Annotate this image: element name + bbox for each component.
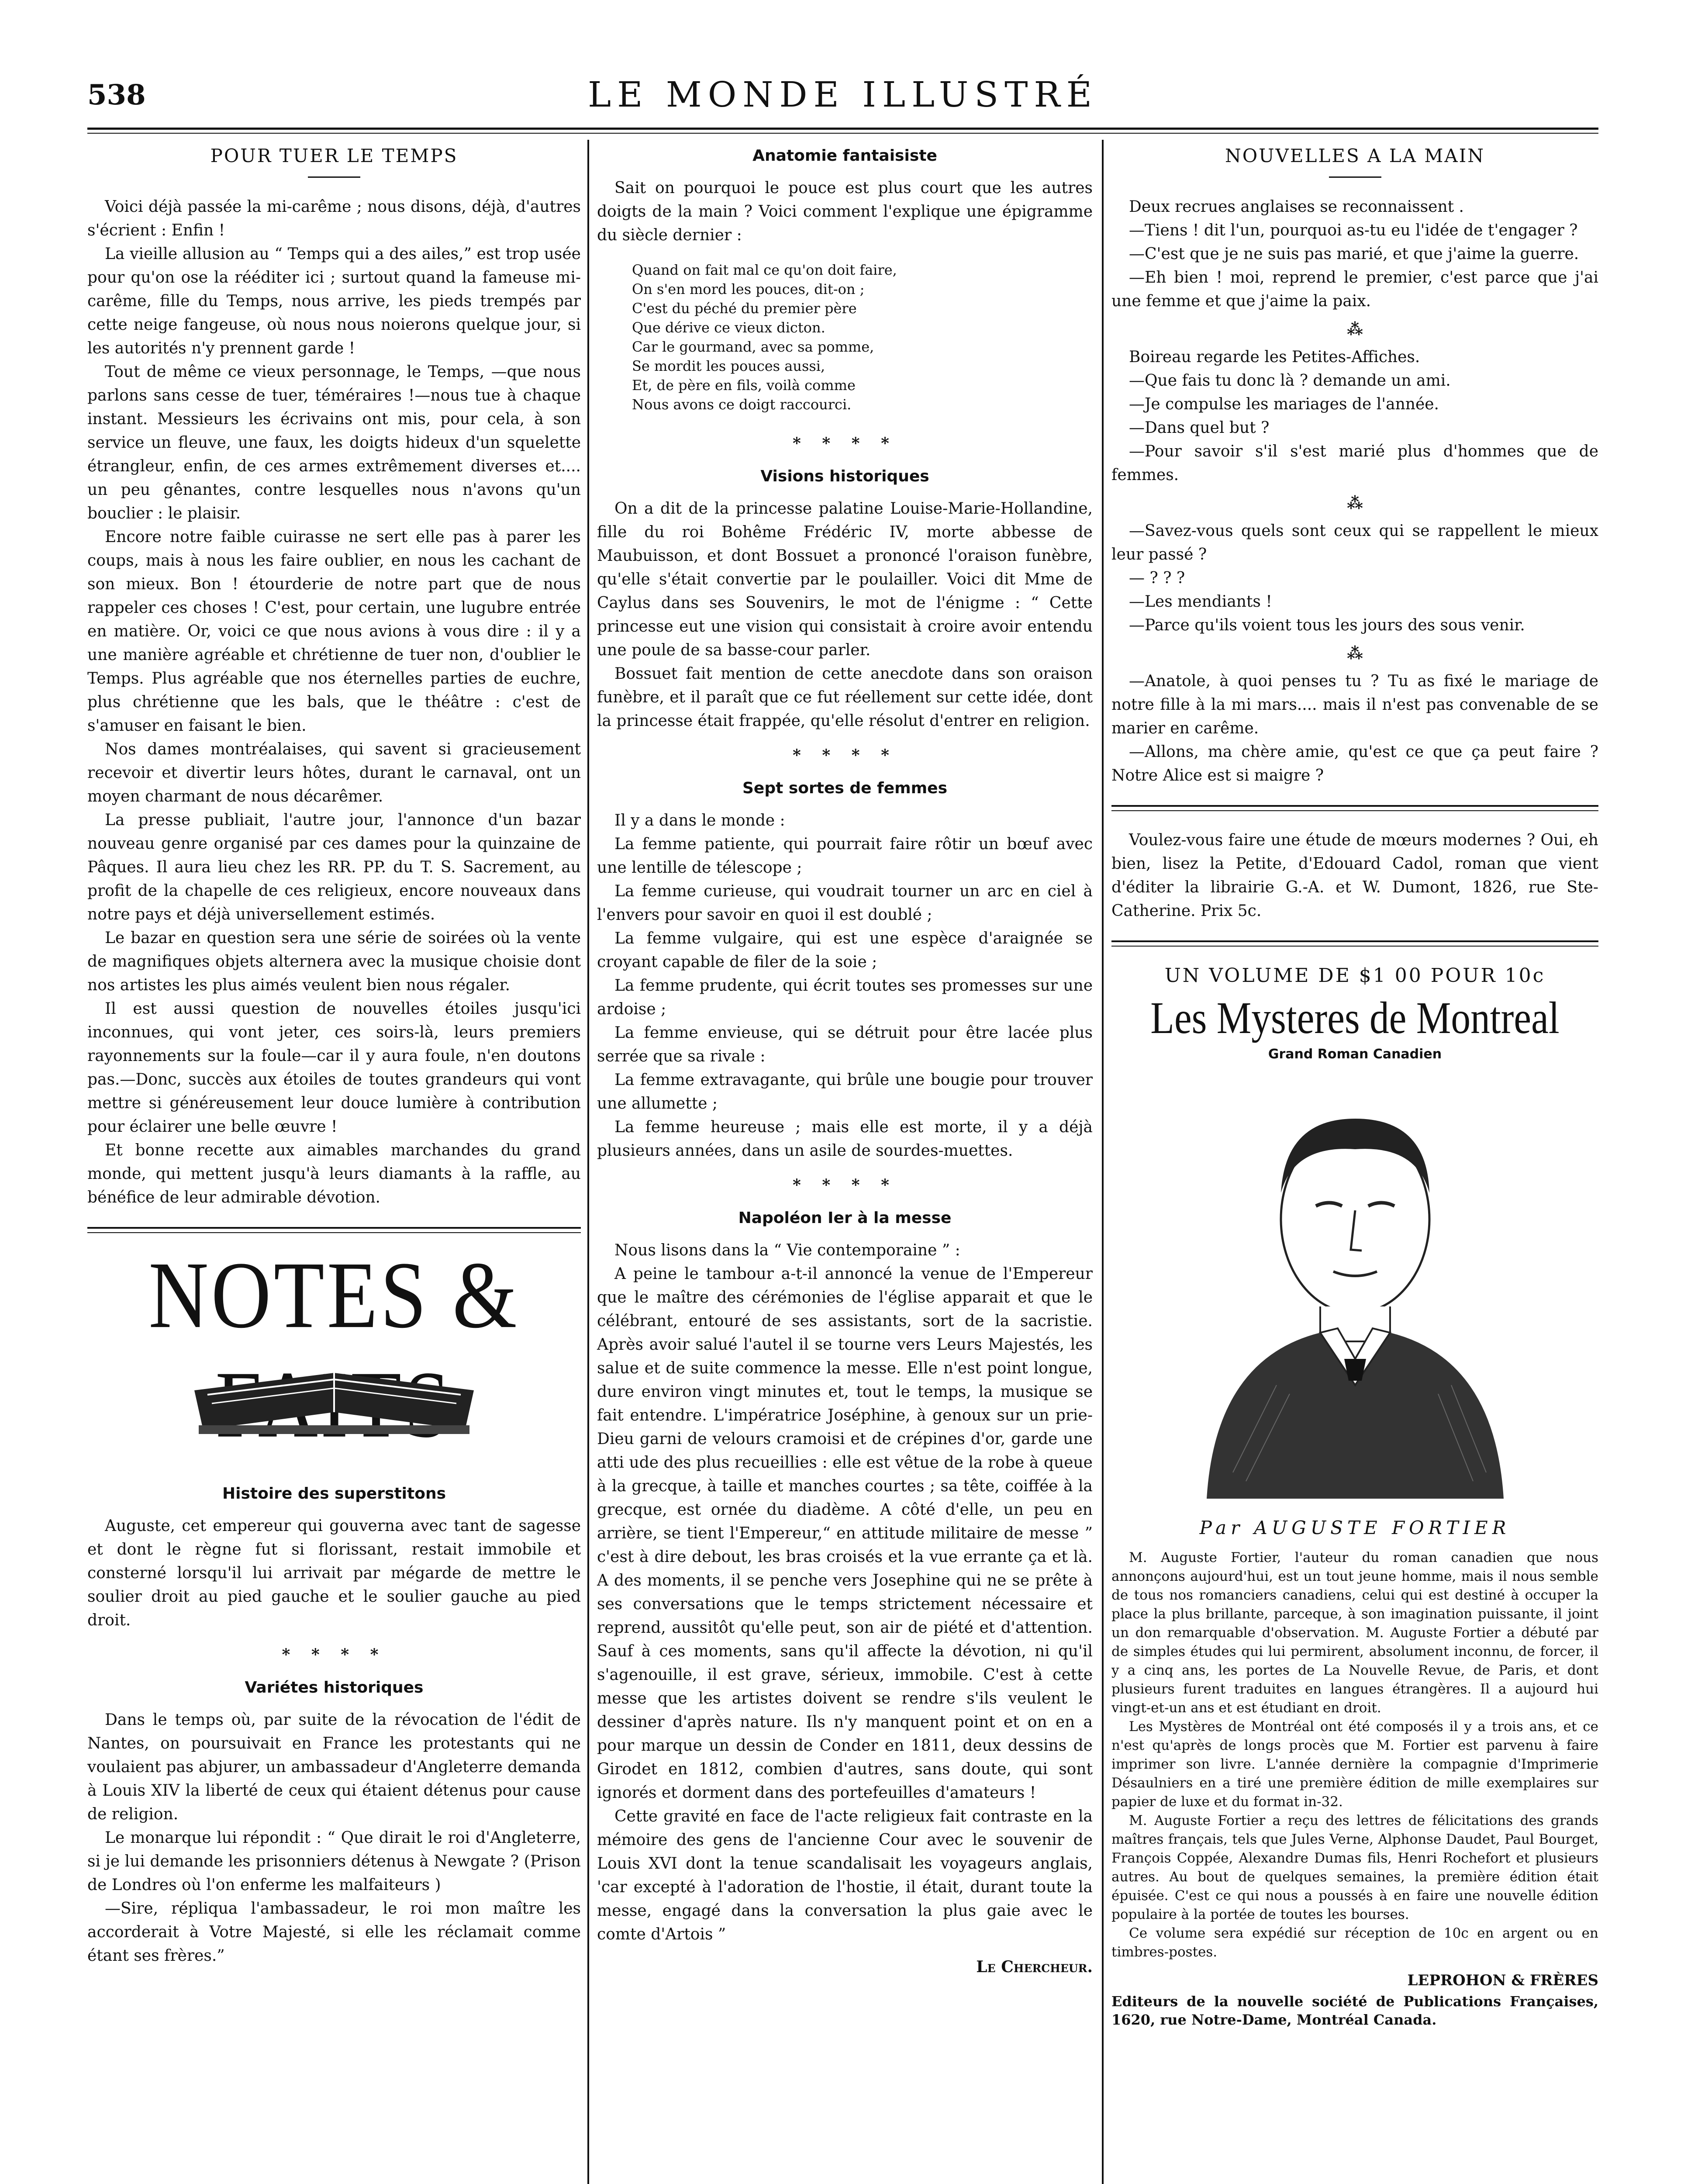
author-portrait — [1189, 1079, 1521, 1503]
subsection-title: Napoléon Ier à la messe — [738, 1209, 952, 1227]
column-divider — [587, 140, 589, 2184]
paragraph: M. Auguste Fortier, l'auteur du roman canadien que nous annonçons aujourd'hui, est un tout jeune homme, mais il nous semble de tous nos romanciers canadiens, celui qui est destiné à occuper la place la plus brillante, parceque, à son imagination puissante, il joint un don remarquable d'observation. M. Auguste Fortier a débuté par de simples études qui lui permirent, absolument inconnu, de forcer, il y a cinq ans, les portes de La Nouvelle Revue, de Paris, et dont plusieurs furent traduites en langues étrangères. Il a aujourd hui vingt-et-un ans et est étudiant en droit. — [1111, 1550, 1598, 1716]
paragraph: —Sire, répliqua l'ambassadeur, le roi mon maître les accorderait à Votre Majesté, si elle les réclamait comme étant ses frères.” — [87, 1900, 581, 1965]
verse-line: Nous avons ce doigt raccourci. — [632, 396, 852, 413]
verse-line: Quand on fait mal ce qu'on doit faire, — [632, 262, 897, 278]
paragraph: Le bazar en question sera une série de soirées où la vente de magnifiques objets alternera avec la musique choisie dont nos artistes les plus aimés veulent bien nous régaler. — [87, 929, 581, 994]
paragraph: La femme prudente, qui écrit toutes ses promesses sur une ardoise ; — [597, 977, 1093, 1018]
paragraph: —Parce qu'ils voient tous les jours des sous venir. — [1129, 616, 1525, 634]
section-stars: * * * * — [793, 746, 897, 764]
paragraph: Boireau regarde les Petites-Affiches. — [1129, 348, 1420, 366]
paragraph: Ce volume sera expédié sur réception de 10c en argent ou en timbres-postes. — [1111, 1925, 1598, 1960]
paragraph: Bossuet fait mention de cette anecdote dans son oraison funèbre, et il paraît que ce fut réellement sur cette idée, dont la princesse était frappée, qu'elle résolut d'entrer en religion. — [597, 665, 1093, 730]
epigram-verse — [597, 260, 1093, 414]
subsection-title: Sept sortes de femmes — [742, 779, 948, 797]
paragraph: La femme envieuse, qui se détruit pour être lacée plus serrée que sa rivale : — [597, 1024, 1093, 1065]
paragraph: La presse publiait, l'autre jour, l'annonce d'un bazar nouveau genre organisé par ces dames pour la quinzaine de Pâques. Il aura lieu chez les RR. PP. du T. S. Sacrement, au profit de la chapelle de ces religieux, encore nouveaux dans notre pays et déjà universellement estimés. — [87, 811, 581, 923]
section-stars: * * * * — [793, 1176, 897, 1194]
paragraph: Le monarque lui répondit : “ Que dirait le roi d'Angleterre, si je lui demande les prisonniers détenus à Newgate ? (Prison de Londres où l'on enferme les malfaiteurs ) — [87, 1829, 581, 1894]
paragraph: La vieille allusion au “ Temps qui a des ailes,” est trop usée pour qu'on ose la rééditer ici ; surtout quand la fameuse mi-carême, fille du Temps, nous arrive, les pieds trempés par cette neige fangeuse, où nous nous noierons quelque jour, si les autorités n'y prennent garde ! — [87, 245, 581, 357]
paragraph: On a dit de la princesse palatine Louise-Marie-Hollandine, fille du roi Bohême Frédéric IV, morte abbesse de Maubuisson, et dont Bossuet a prononcé l'oraison funèbre, qu'elle s'était convertie par le poulailler. Voici dit Mme de Caylus dans ses Souvenirs, le mot de l'énigme : “ Cette princesse eut une vision qui consistait à croire avoir entendu une poule de sa basse-cour parler. — [597, 500, 1093, 659]
paragraph: Sait on pourquoi le pouce est plus court que les autres doigts de la main ? Voici comment l'explique une épigramme du siècle dernier : — [597, 179, 1093, 244]
paragraph: La femme extravagante, qui brûle une bougie pour trouver une allumette ; — [597, 1071, 1093, 1113]
paragraph: —Je compulse les mariages de l'année. — [1129, 395, 1439, 413]
paragraph: A peine le tambour a-t-il annoncé la venue de l'Empereur que le maître des cérémonies de l'église apparait et que le célébrant, entouré de ses assistants, sort de la sacristie. Après avoir salué l'autel il se tourne vers Leurs Majestés, les salue et de suite commence la messe. Elle n'est point longue, dure environ vingt minutes et, tout le temps, la musique se fait entendre. L'impératrice Joséphine, à genoux sur un prie-Dieu garni de velours cramoisi et de crépines d'or, garde une atti ude des plus recueillies : elle est vêtue de la robe à queue à la grecque, à taille et manches courtes ; sa tête, coiffée à la grecque, est ornée du diadème. A côté d'elle, un peu en arrière, se tient l'Empereur,“ en attitude militaire de messe ” c'est à dire debout, les bras croisés et la vue errante ça et là. A des moments, il se penche vers Josephine qui ne se prête à ses conversations que le temps strictement nécessaire et reprend, aussitôt qu'elle peut, son air de piété et d'attention. Sauf à ces moments, sans qu'il affecte la dévotion, ni qu'il s'agenouille, il est grave, sérieux, immobile. C'est à cette messe que les artistes doivent se rendre s'ils veulent le dessiner d'après nature. Ils n'y manquent point et on en a pour marque un dessin de Conder en 1811, deux dessins de Girodet en 1812, combien d'autres, sans doute, qui sont ignorés et dorment dans des portefeuilles d'amateurs ! — [597, 1265, 1093, 1802]
verse-line: Et, de père en fils, voilà comme — [632, 377, 856, 394]
paragraph: Dans le temps où, par suite de la révocation de l'édit de Nantes, on poursuivait en France les protestants qui ne voulaient pas abjurer, un ambassadeur d'Angleterre demanda à Louis XIV la liberté de ceux qui étaient détenus pour cause de religion. — [87, 1711, 581, 1823]
paragraph: —C'est que je ne suis pas marié, et que j'aime la guerre. — [1129, 245, 1579, 263]
page-number: 538 — [87, 79, 146, 111]
ad-title: Les Mysteres de Montreal — [1150, 993, 1560, 1043]
paragraph: La femme heureuse ; mais elle est morte, il y a déjà plusieurs années, dans un asile de sourdes-muettes. — [597, 1118, 1093, 1160]
paragraph: La femme patiente, qui pourrait faire rôtir un bœuf avec une lentille de télescope ; — [597, 835, 1093, 877]
paragraph: —Savez-vous quels sont ceux qui se rappellent le mieux leur passé ? — [1111, 522, 1598, 563]
subsection-title: Histoire des superstitons — [222, 1485, 446, 1503]
verse-line: Car le gourmand, avec sa pomme, — [632, 339, 874, 355]
section-stars: * * * * — [282, 1645, 387, 1664]
paragraph: —Dans quel but ? — [1129, 419, 1270, 437]
column-left — [87, 144, 581, 1968]
paragraph: Encore notre faible cuirasse ne sert elle pas à parer les coups, mais à nous les faire oublier, en nous les cachant de son mieux. Bon ! étourderie de notre part que de nous rappeler ces choses ! C'est, pour certain, une lugubre entrée en matière. Or, voici ce que nous avions à vous dire : il y a une manière agréable et chrétienne de tuer non, d'oublier le Temps. Plus agréable que nos éternelles parties de euchre, plus chrétienne que les bals, que le théâtre : c'est de s'amuser en faisant le bien. — [87, 528, 581, 735]
ad-subtitle: Grand Roman Canadien — [1268, 1047, 1442, 1062]
paragraph: Voici déjà passée la mi-carême ; nous disons, déjà, d'autres s'écrient : Enfin ! — [87, 198, 581, 239]
ad-price-line: UN VOLUME DE $1 00 POUR 10c — [1164, 964, 1546, 987]
publisher-address: Editeurs de la nouvelle société de Publications Françaises, 1620, rue Notre-Dame, Montréal Canada. — [1111, 1993, 1598, 2028]
verse-line: Se mordit les pouces aussi, — [632, 358, 825, 374]
notes-faits-logo-text: NOTES & — [148, 1242, 520, 1348]
paragraph: —Les mendiants ! — [1129, 593, 1272, 611]
column-divider — [1102, 140, 1104, 2184]
paragraph: —Que fais tu donc là ? demande un ami. — [1129, 372, 1451, 390]
paragraph: Deux recrues anglaises se reconnaissent . — [1129, 198, 1464, 216]
section-divider — [1111, 940, 1598, 947]
paragraph: Cette gravité en face de l'acte religieux fait contraste en la mémoire des gens de l'ancienne Cour avec le souvenir de Louis XVI dont la tenue scandalisait les voyageurs anglais, 'car excepté à l'adoration de l'hostie, il était, durant toute la messe, engagé dans la conversation la plus gaie avec le comte d'Artois ” — [597, 1807, 1093, 1943]
ad-body — [1111, 1548, 1598, 1962]
paragraph: Tout de même ce vieux personnage, le Temps, —que nous parlons sans cesse de tuer, téméraires !—nous tue à chaque instant. Messieurs les écrivains ont mis, pour cela, à son service un fleuve, une faux, les doigts hideux d'un squelette étrangleur, enfin, de ces armes extrêmement diverses et.... un peu gênantes, contre lesquelles nous n'avons qu'un bouclier : le plaisir. — [87, 363, 581, 522]
paragraph: Et bonne recette aux aimables marchandes du grand monde, qui mettent jusqu'à leurs diamants à la raffle, au bénéfice de leur admirable dévotion. — [87, 1141, 581, 1206]
paragraph: Il est aussi question de nouvelles étoiles jusqu'ici inconnues, qui vont jeter, ces soirs-là, leurs premiers rayonnements sur la foule—car il y aura foule, n'en doutons pas.—Donc, succès aux étoiles de toutes grandeurs qui vont mettre si généreusement leur douce lumière à contribution pour éclairer une belle œuvre ! — [87, 1000, 581, 1136]
asterism: ⁂ — [1347, 320, 1363, 339]
paragraph: —Allons, ma chère amie, qu'est ce que ça peut faire ? Notre Alice est si maigre ? — [1111, 743, 1598, 784]
verse-line: C'est du péché du premier père — [632, 300, 857, 317]
title-rule — [308, 176, 360, 178]
author-byline: Par AUGUSTE FORTIER — [1199, 1517, 1511, 1538]
paragraph: Nous lisons dans la “ Vie contemporaine ” : — [614, 1241, 960, 1259]
paragraph: Voulez-vous faire une étude de mœurs modernes ? Oui, eh bien, lisez la Petite, d'Edouard Cadol, roman que vient d'éditer la librairie G.-A. et W. Dumont, 1826, rue Ste-Catherine. Prix 5c. — [1111, 831, 1598, 920]
column-right — [1111, 144, 1598, 2029]
paragraph: Nos dames montréalaises, qui savent si gracieusement recevoir et divertir leurs hôtes, durant le carnaval, ont un moyen charmant de nous décarêmer. — [87, 740, 581, 805]
notes-faits-logo — [116, 1242, 552, 1465]
author-signature: Le Chercheur. — [976, 1958, 1093, 1976]
verse-line: On s'en mord les pouces, dit-on ; — [632, 281, 865, 297]
subsection-title: Variétes historiques — [245, 1679, 424, 1697]
verse-line: Que dérive ce vieux dicton. — [632, 319, 825, 336]
section-title: NOUVELLES A LA MAIN — [1225, 145, 1485, 166]
open-book-illustration — [190, 1360, 478, 1438]
masthead-title: LE MONDE ILLUSTRÉ — [587, 74, 1098, 115]
header-rule — [87, 128, 1598, 130]
section-divider — [87, 1227, 581, 1233]
paragraph: —Tiens ! dit l'un, pourquoi as-tu eu l'idée de t'engager ? — [1129, 221, 1578, 239]
section-stars: * * * * — [793, 434, 897, 453]
title-rule — [1329, 176, 1381, 178]
header-rule-thin — [87, 133, 1598, 134]
page-header — [87, 74, 1598, 122]
section-title: POUR TUER LE TEMPS — [210, 145, 458, 166]
paragraph: La femme curieuse, qui voudrait tourner un arc en ciel à l'envers pour savoir en quoi il est doublé ; — [597, 882, 1093, 924]
paragraph: M. Auguste Fortier a reçu des lettres de félicitations des grands maîtres français, tels que Jules Verne, Alphonse Daudet, Paul Bourget, François Coppée, Alexandre Dumas fils, Henri Rochefort et plusieurs autres. Au bout de quelques semaines, la première édition était épuisée. C'est ce qui nous a poussés à en faire une nouvelle édition populaire à la portée de toutes les bourses. — [1111, 1813, 1598, 1922]
subsection-title: Anatomie fantaisiste — [752, 147, 937, 165]
paragraph: La femme vulgaire, qui est une espèce d'araignée se croyant capable de filer de la soie ; — [597, 930, 1093, 971]
paragraph: Il y a dans le monde : — [614, 812, 785, 829]
paragraph: Les Mystères de Montréal ont été composés il y a trois ans, et ce n'est qu'après de longs procès que M. Fortier est parvenu à faire imprimer son livre. L'année dernière la compagnie d'Imprimerie Désaulniers en a tiré une première édition de mille exemplaires sur papier de luxe et du format in-32. — [1111, 1719, 1598, 1810]
asterism: ⁂ — [1347, 644, 1363, 663]
asterism: ⁂ — [1347, 494, 1363, 512]
paragraph: Auguste, cet empereur qui gouverna avec tant de sagesse et dont le règne fut si florissant, restait immobile et consterné lorsqu'il lui arrivait par mégarde de mettre le soulier droit au pied gauche et le soulier gauche au pied droit. — [87, 1517, 581, 1629]
paragraph: —Anatole, à quoi penses tu ? Tu as fixé le mariage de notre fille à la mi mars.... mais il n'est pas convenable de se marier en carême. — [1111, 672, 1598, 737]
publisher-name: LEPROHON & FRÈRES — [1407, 1972, 1598, 1989]
section-divider — [1111, 805, 1598, 811]
paragraph: — ? ? ? — [1129, 569, 1185, 587]
paragraph: —Eh bien ! moi, reprend le premier, c'est parce que j'ai une femme et que j'aime la paix. — [1111, 269, 1598, 310]
subsection-title: Visions historiques — [760, 467, 929, 485]
column-middle — [597, 144, 1093, 1979]
paragraph: —Pour savoir s'il s'est marié plus d'hommes que de femmes. — [1111, 442, 1598, 484]
